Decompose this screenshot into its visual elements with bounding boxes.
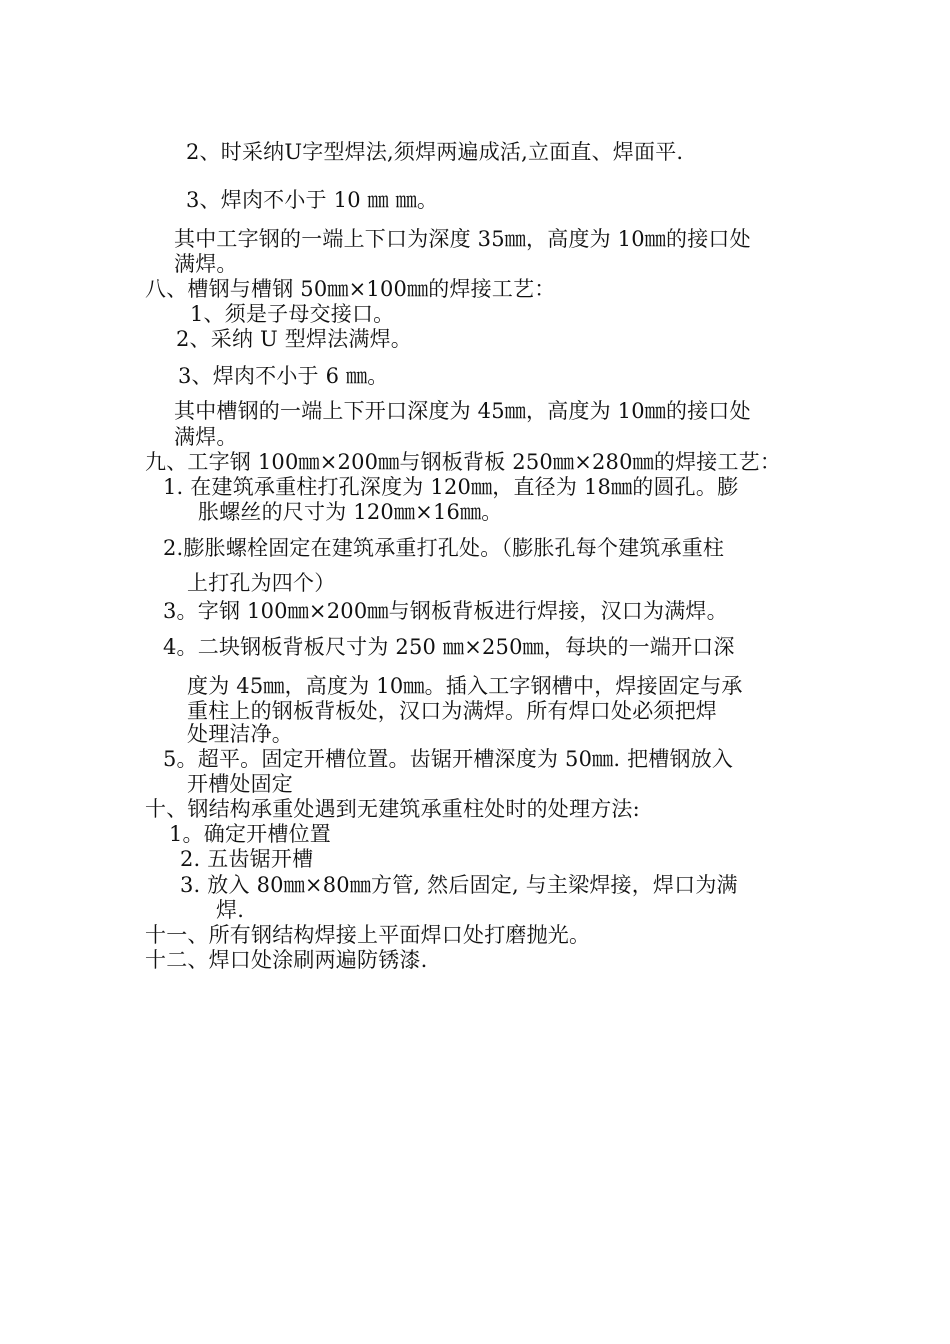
text-line: 2、采纳 U 型焊法满焊。 — [176, 327, 413, 351]
section-heading: 九、工字钢 100㎜×200㎜与钢板背板 250㎜×280㎜的焊接工艺： — [145, 450, 782, 474]
text-line: 其中工字钢的一端上下口为深度 35㎜，高度为 10㎜的接口处 — [174, 227, 751, 251]
text-line: 1。确定开槽位置 — [169, 822, 331, 846]
text-line: 胀螺丝的尺寸为 120㎜×16㎜。 — [198, 500, 503, 524]
text-line: 2.膨胀螺栓固定在建筑承重打孔处。（膨胀孔每个建筑承重柱 — [163, 536, 725, 560]
section-heading: 十、钢结构承重处遇到无建筑承重柱处时的处理方法: — [145, 797, 640, 821]
text-line: 2、时采纳U字型焊法,须焊两遍成活,立面直、焊面平. — [186, 140, 684, 164]
text-line: 5。超平。固定开槽位置。齿锯开槽深度为 50㎜. 把槽钢放入 — [163, 747, 734, 771]
text-line: 其中槽钢的一端上下开口深度为 45㎜，高度为 10㎜的接口处 — [174, 399, 751, 423]
text-line: 3、焊肉不小于 10 ㎜ ㎜。 — [186, 188, 439, 212]
text-line: 3. 放入 80㎜×80㎜方管, 然后固定, 与主梁焊接，焊口为满 — [180, 873, 738, 897]
text-line: 4。二块钢板背板尺寸为 250 ㎜×250㎜，每块的一端开口深 — [163, 635, 735, 659]
text-line: 3。字钢 100㎜×200㎜与钢板背板进行焊接，汉口为满焊。 — [163, 599, 728, 623]
text-line: 1. 在建筑承重柱打孔深度为 120㎜，直径为 18㎜的圆孔。膨 — [163, 475, 739, 499]
text-line: 焊. — [216, 898, 245, 922]
section-heading: 十二、焊口处涂刷两遍防锈漆. — [145, 948, 428, 972]
text-line: 3、焊肉不小于 6 ㎜。 — [178, 364, 389, 388]
text-line: 处理洁净。 — [187, 722, 293, 746]
text-line: 2. 五齿锯开槽 — [180, 847, 314, 871]
text-line: 重柱上的钢板背板处，汉口为满焊。所有焊口处必须把焊 — [187, 699, 717, 723]
section-heading: 八、槽钢与槽钢 50㎜×100㎜的焊接工艺： — [145, 277, 556, 301]
text-line: 开槽处固定 — [187, 772, 293, 796]
text-line: 满焊。 — [174, 425, 238, 449]
text-line: 上打孔为四个） — [187, 571, 336, 595]
section-heading: 十一、所有钢结构焊接上平面焊口处打磨抛光。 — [145, 923, 591, 947]
text-line: 度为 45㎜，高度为 10㎜。插入工字钢槽中，焊接固定与承 — [187, 674, 743, 698]
text-line: 1、须是子母交接口。 — [190, 302, 395, 326]
text-line: 满焊。 — [174, 252, 238, 276]
